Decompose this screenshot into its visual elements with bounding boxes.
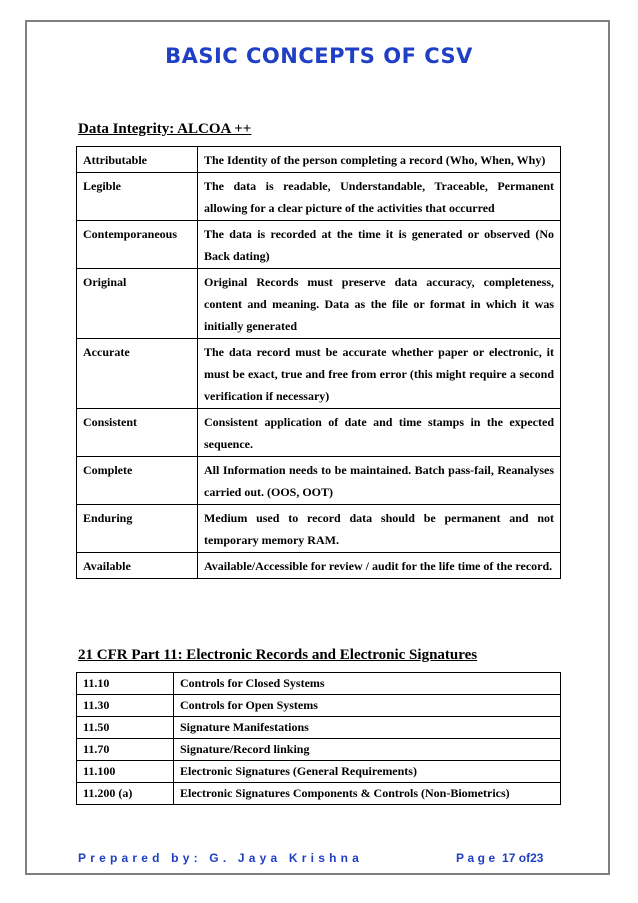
table-row [77,505,561,553]
cfr-section-description: Electronic Signatures Components & Controls (Non-Biometrics) [174,783,561,805]
of-label: of [518,851,531,865]
table-row [77,739,561,761]
alcoa-description: The data is readable, Understandable, Traceable, Permanent allowing for a clear picture of the activities that occurred [198,173,561,221]
table-row [77,147,561,173]
cfr-section-number: 11.200 (a) [77,783,174,805]
alcoa-term: Attributable [77,147,198,173]
table-row [77,409,561,457]
alcoa-heading: Data Integrity: ALCOA ++ [78,121,252,137]
table-row [77,717,561,739]
cfr-heading: 21 CFR Part 11: Electronic Records and Electronic Signatures [78,647,478,663]
alcoa-term: Enduring [77,505,198,553]
cfr-section-description: Signature/Record linking [174,739,561,761]
cfr-section-description: Controls for Open Systems [174,695,561,717]
cfr-section-number: 11.50 [77,717,174,739]
table-row [77,783,561,805]
total-pages: 23 [530,851,544,865]
alcoa-description: Original Records must preserve data accuracy, completeness, content and meaning. Data as the file or format in which it was initially generated [198,269,561,339]
alcoa-description: Medium used to record data should be permanent and not temporary memory RAM. [198,505,561,553]
table-row [77,553,561,579]
cfr-section-description: Electronic Signatures (General Requirements) [174,761,561,783]
alcoa-description: Available/Accessible for review / audit for the life time of the record. [198,553,561,579]
table-row [77,221,561,269]
table-row [77,269,561,339]
alcoa-description: The Identity of the person completing a record (Who, When, Why) [198,147,561,173]
table-row [77,339,561,409]
table-row [77,761,561,783]
footer-page-info [456,851,543,865]
cfr-section-number: 11.100 [77,761,174,783]
footer-prepared-by: Prepared by: G. Jaya Krishna [78,851,364,865]
alcoa-description: Consistent application of date and time stamps in the expected sequence. [198,409,561,457]
page-label: Page [456,851,499,865]
table-row [77,173,561,221]
alcoa-description: The data is recorded at the time it is generated or observed (No Back dating) [198,221,561,269]
page-number: 17 [502,851,516,865]
alcoa-table [76,146,561,579]
alcoa-term: Accurate [77,339,198,409]
alcoa-description: The data record must be accurate whether paper or electronic, it must be exact, true and free from error (this might require a second verification if necessary) [198,339,561,409]
cfr-section-number: 11.30 [77,695,174,717]
alcoa-term: Original [77,269,198,339]
alcoa-description: All Information needs to be maintained. Batch pass-fail, Reanalyses carried out. (OOS, OOT) [198,457,561,505]
table-row [77,695,561,717]
cfr-section-number: 11.70 [77,739,174,761]
alcoa-term: Contemporaneous [77,221,198,269]
page-title: BASIC CONCEPTS OF CSV [165,44,473,68]
alcoa-term: Legible [77,173,198,221]
cfr-table [76,672,561,805]
alcoa-term: Complete [77,457,198,505]
cfr-section-number: 11.10 [77,673,174,695]
cfr-section-description: Signature Manifestations [174,717,561,739]
table-row [77,673,561,695]
cfr-section-description: Controls for Closed Systems [174,673,561,695]
alcoa-term: Consistent [77,409,198,457]
alcoa-term: Available [77,553,198,579]
table-row [77,457,561,505]
